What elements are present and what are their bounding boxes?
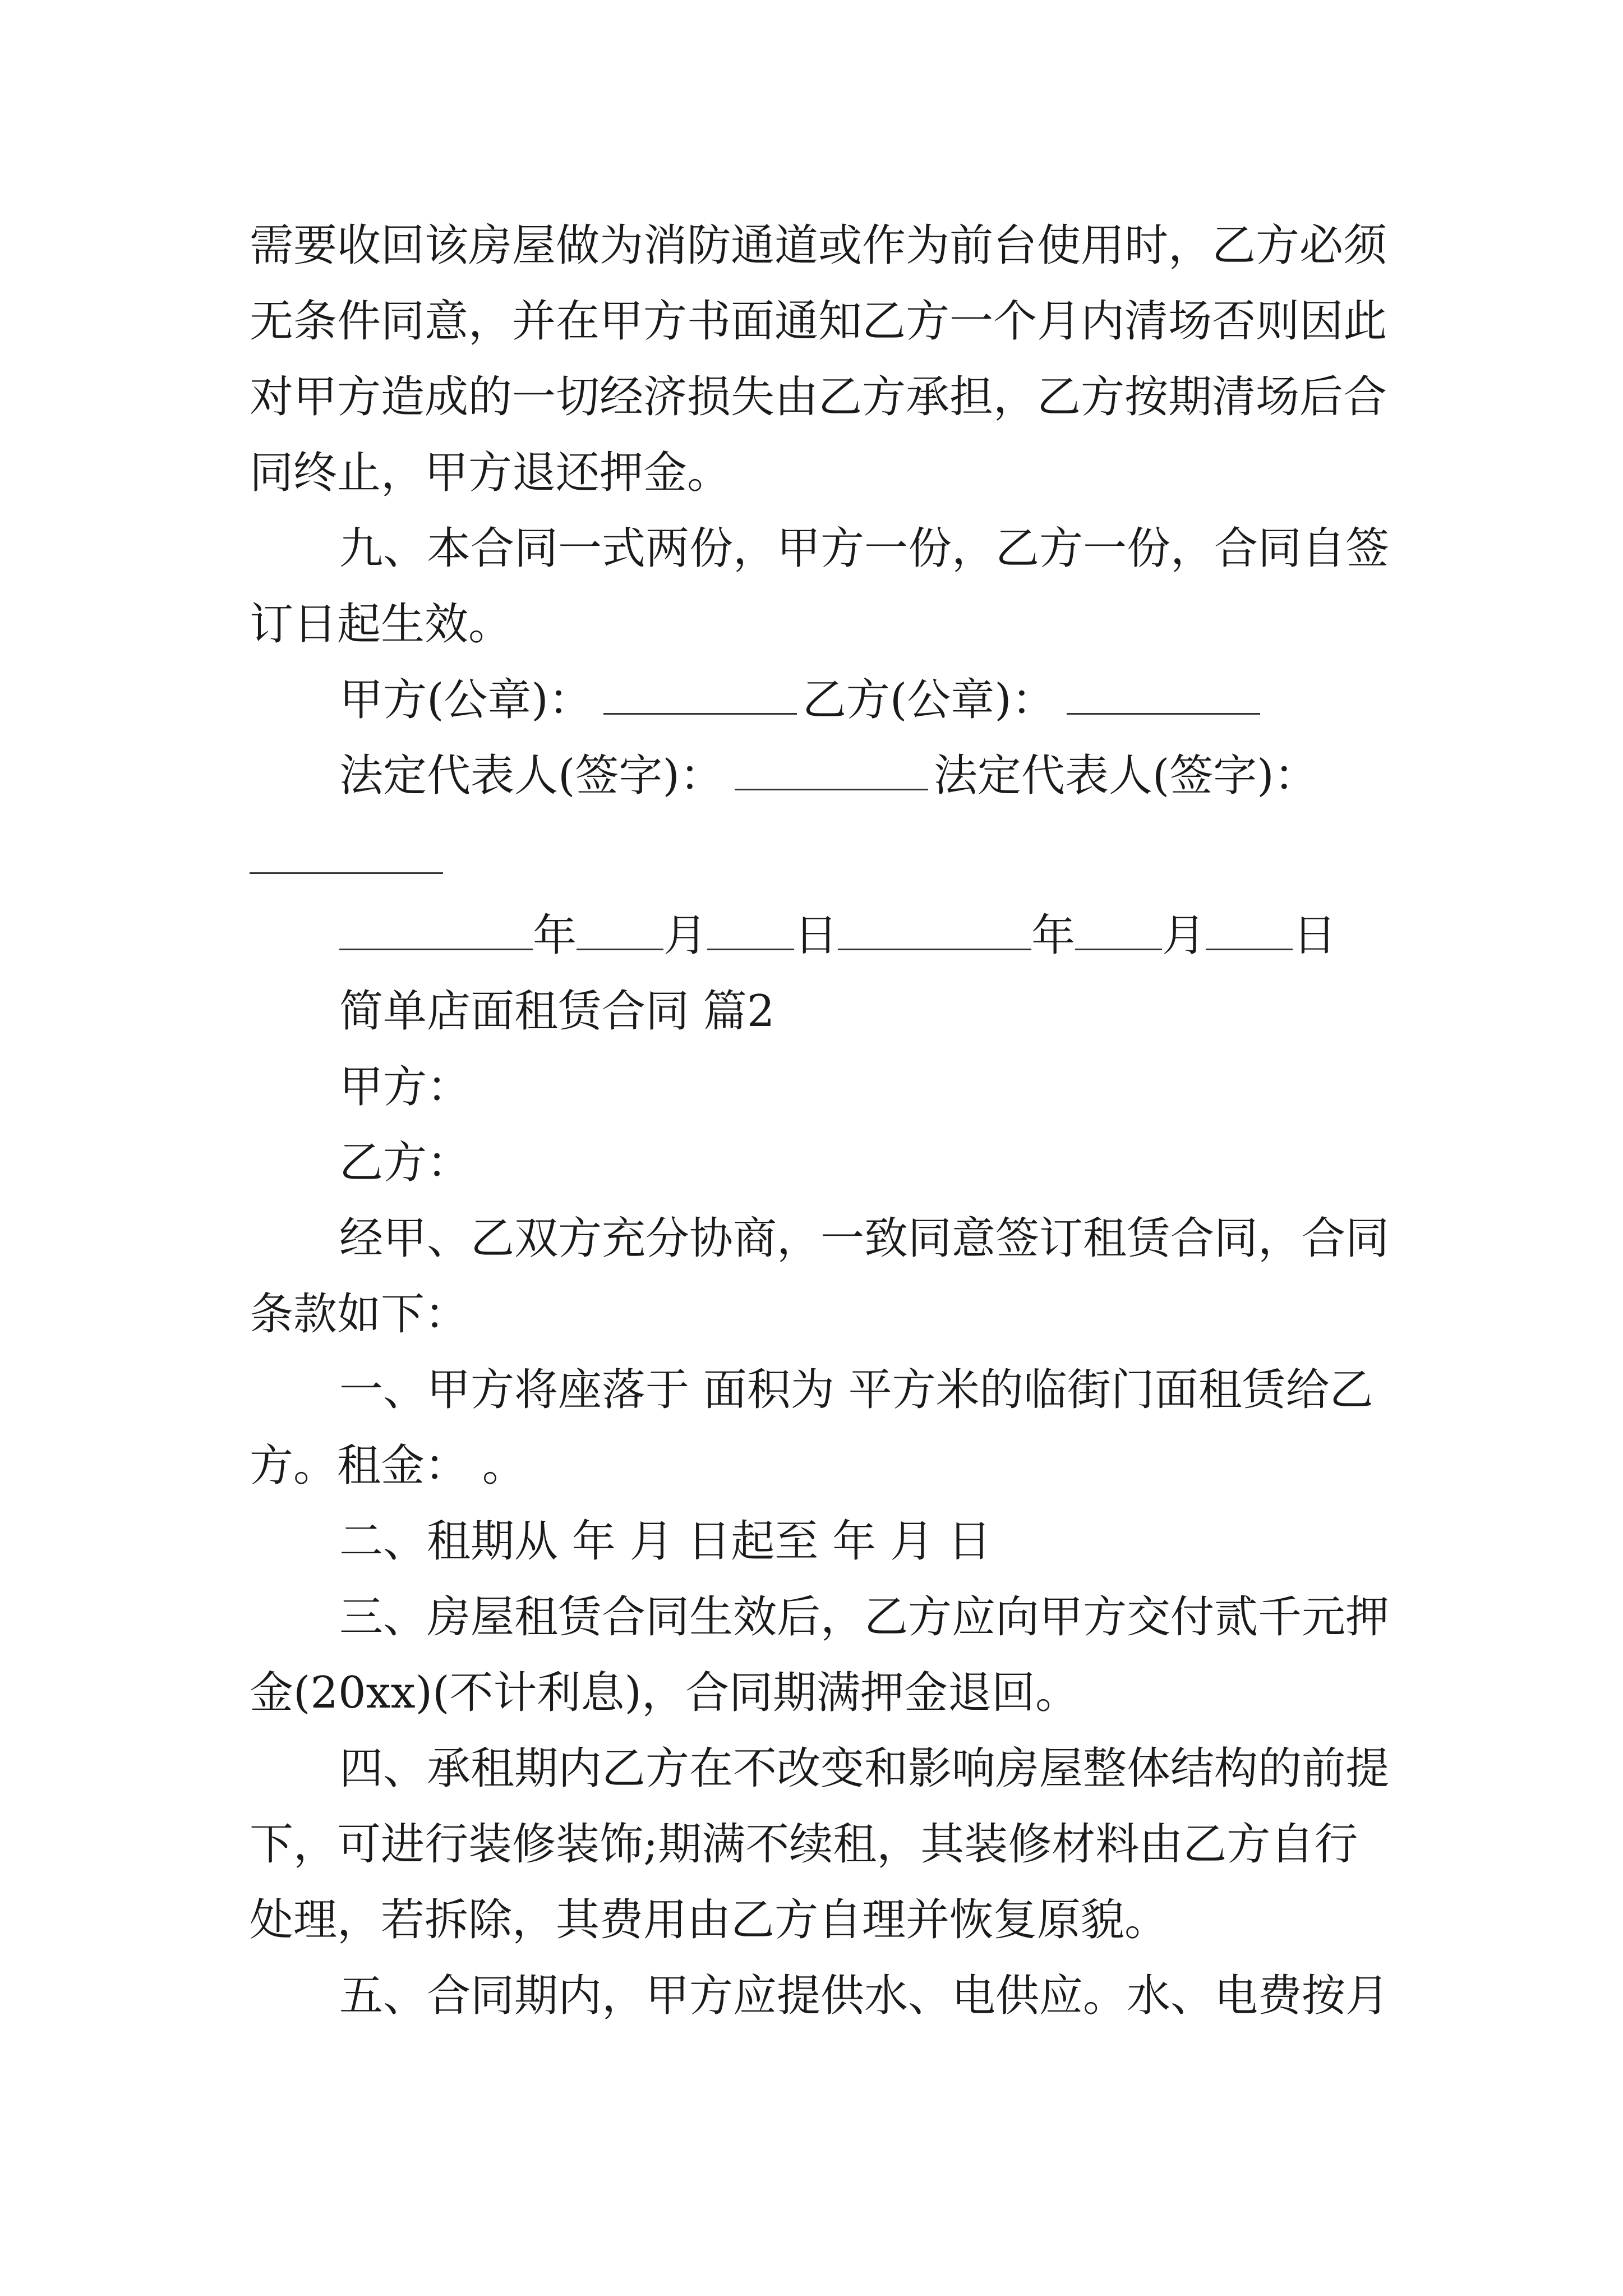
party-b-rep-blank: [250, 872, 443, 874]
year-label: 年: [1031, 910, 1076, 961]
year-blank: [339, 915, 533, 950]
text-line: 五、合同期内，甲方应提供水、电供应。水、电费按月: [339, 1971, 1390, 2021]
text-line: 金(20xx)(不计利息)，合同期满押金退回。: [250, 1668, 1079, 1718]
party-a-seal-blank: [603, 679, 797, 715]
paragraph-line: [250, 1818, 1358, 1871]
text-line: 对甲方造成的一切经济损失由乙方承担，乙方按期清场后合: [250, 372, 1387, 422]
text-line: 需要收回该房屋做为消防通道或作为前台使用时，乙方必须: [250, 220, 1387, 271]
day-blank: [707, 915, 794, 950]
paragraph-line: [339, 1969, 1389, 2023]
month-blank: [577, 915, 663, 950]
paragraph-line: [250, 1893, 1168, 1947]
section-title: [339, 984, 774, 1038]
paragraph-line: [250, 295, 1387, 348]
text-line: 处理，若拆除，其费用由乙方自理并恢复原貌。: [250, 1895, 1169, 1945]
paragraph-line: [339, 1515, 992, 1568]
text-line: 经甲、乙双方充分协商，一致同意签订租赁合同，合同: [339, 1213, 1390, 1264]
party-a-rep-blank: [735, 755, 928, 790]
paragraph-line: [339, 1742, 1389, 1796]
paragraph-line: [250, 1287, 468, 1341]
text-line: 下，可进行装修装饰;期满不续租，其装修材料由乙方自行: [250, 1819, 1358, 1870]
text-line: 三、房屋租赁合同生效后，乙方应向甲方交付贰千元押: [339, 1592, 1390, 1642]
text-line: 条款如下：: [250, 1289, 469, 1340]
party-b-seal-label: 乙方(公章)：: [802, 675, 1055, 725]
paragraph-line: [339, 1363, 1373, 1417]
date-row: [339, 909, 1336, 963]
paragraph-line: [250, 219, 1387, 273]
day-label: 日: [1293, 910, 1337, 961]
party-a-label: 甲方：: [339, 1062, 471, 1112]
year-blank: [838, 915, 1031, 950]
text-line: 订日起生效。: [250, 599, 513, 650]
text-line: 方。租金： 。: [250, 1441, 526, 1491]
day-label: 日: [794, 910, 838, 961]
paragraph-line: [250, 1666, 1079, 1720]
party-b-line: [339, 1136, 471, 1190]
party-b-label: 乙方：: [339, 1138, 471, 1188]
party-a-seal-label: 甲方(公章)：: [339, 675, 592, 725]
month-label: 月: [1162, 910, 1206, 961]
paragraph-line: [250, 370, 1387, 424]
party-b-rep-label: 法定代表人(签字)：: [933, 751, 1318, 801]
paragraph-line: [250, 446, 731, 500]
text-line: 一、甲方将座落于 面积为 平方米的临街门面租赁给乙: [339, 1365, 1373, 1415]
seal-signature-row: [339, 673, 1260, 727]
month-label: 月: [663, 910, 708, 961]
text-line: 同终止，甲方退还押金。: [250, 448, 731, 498]
party-a-rep-label: 法定代表人(签字)：: [339, 751, 723, 801]
section-title-text: 简单店面租赁合同 篇2: [339, 986, 775, 1037]
representative-signature-row: [339, 749, 1318, 803]
year-label: 年: [533, 910, 577, 961]
month-blank: [1075, 915, 1162, 950]
clause-nine-line: [250, 597, 512, 651]
paragraph-line: [339, 1212, 1389, 1266]
text-line: 四、承租期内乙方在不改变和影响房屋整体结构的前提: [339, 1743, 1390, 1794]
paragraph-line: [339, 1590, 1389, 1644]
text-line: 无条件同意，并在甲方书面通知乙方一个月内清场否则因此: [250, 296, 1387, 347]
paragraph-line: [250, 1439, 526, 1493]
text-line: 九、本合同一式两份，甲方一份，乙方一份，合同自签: [339, 523, 1390, 574]
clause-nine-line: [339, 522, 1389, 576]
party-b-seal-blank: [1067, 679, 1260, 715]
day-blank: [1206, 915, 1293, 950]
party-a-line: [339, 1060, 471, 1114]
text-line: 二、租期从 年 月 日起至 年 月 日: [339, 1516, 992, 1567]
